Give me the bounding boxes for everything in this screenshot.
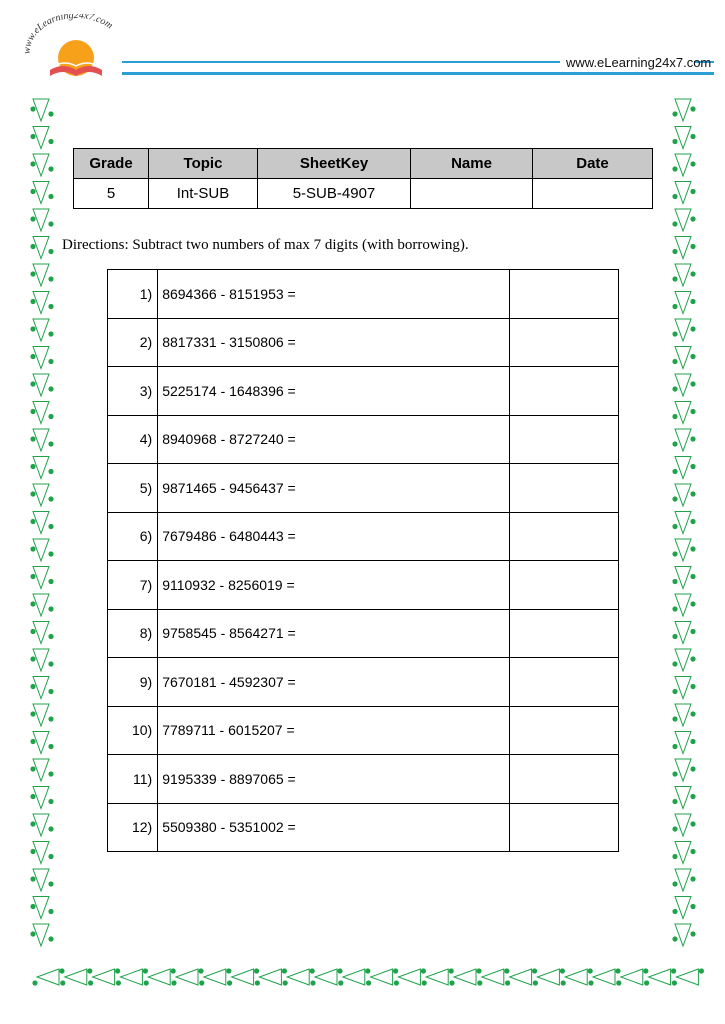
problem-number: 8): [108, 609, 158, 658]
problem-number: 3): [108, 367, 158, 416]
problem-number: 6): [108, 512, 158, 561]
topic-header: Topic: [149, 149, 258, 179]
date-header: Date: [533, 149, 653, 179]
answer-box[interactable]: [509, 561, 618, 610]
answer-box[interactable]: [509, 512, 618, 561]
problem-expression: 9758545 - 8564271 =: [158, 609, 509, 658]
answer-box[interactable]: [509, 609, 618, 658]
name-header: Name: [411, 149, 533, 179]
problem-expression: 8940968 - 8727240 =: [158, 415, 509, 464]
info-header-row: [74, 149, 653, 179]
site-url: www.eLearning24x7.com: [566, 55, 712, 70]
answer-box[interactable]: [509, 755, 618, 804]
directions-text: Directions: Subtract two numbers of max 7 digits (with borrowing).: [62, 237, 469, 253]
problem-expression: 8694366 - 8151953 =: [158, 270, 509, 319]
problem-expression: 8817331 - 3150806 =: [158, 318, 509, 367]
answer-box[interactable]: [509, 464, 618, 513]
problem-expression: 9871465 - 9456437 =: [158, 464, 509, 513]
problem-row: [108, 318, 619, 367]
problem-number: 1): [108, 270, 158, 319]
problem-row: [108, 561, 619, 610]
problem-expression: 7789711 - 6015207 =: [158, 706, 509, 755]
problem-row: [108, 464, 619, 513]
grade-header: Grade: [74, 149, 149, 179]
answer-box[interactable]: [509, 270, 618, 319]
problem-row: [108, 270, 619, 319]
problem-number: 5): [108, 464, 158, 513]
sheetkey-value: 5-SUB-4907: [258, 179, 411, 209]
problem-expression: 5225174 - 1648396 =: [158, 367, 509, 416]
name-value[interactable]: [411, 179, 533, 209]
problem-number: 11): [108, 755, 158, 804]
problem-number: 10): [108, 706, 158, 755]
problem-expression: 9195339 - 8897065 =: [158, 755, 509, 804]
problem-number: 7): [108, 561, 158, 610]
problem-number: 2): [108, 318, 158, 367]
problem-row: [108, 609, 619, 658]
problem-row: [108, 755, 619, 804]
problem-row: [108, 803, 619, 852]
problem-row: [108, 658, 619, 707]
problem-expression: 9110932 - 8256019 =: [158, 561, 509, 610]
problem-number: 12): [108, 803, 158, 852]
problem-row: [108, 415, 619, 464]
problem-expression: 7679486 - 6480443 =: [158, 512, 509, 561]
answer-box[interactable]: [509, 415, 618, 464]
problem-row: [108, 706, 619, 755]
problem-row: [108, 512, 619, 561]
problems-table: [107, 269, 619, 852]
sheetkey-header: SheetKey: [258, 149, 411, 179]
info-value-row: [74, 179, 653, 209]
answer-box[interactable]: [509, 318, 618, 367]
grade-value: 5: [74, 179, 149, 209]
answer-box[interactable]: [509, 803, 618, 852]
problem-expression: 5509380 - 5351002 =: [158, 803, 509, 852]
problem-number: 4): [108, 415, 158, 464]
answer-box[interactable]: [509, 658, 618, 707]
problem-number: 9): [108, 658, 158, 707]
info-table: [73, 148, 653, 209]
topic-value: Int-SUB: [149, 179, 258, 209]
problem-row: [108, 367, 619, 416]
answer-box[interactable]: [509, 367, 618, 416]
logo-text: www.eLearning24x7.com: [22, 14, 115, 55]
answer-box[interactable]: [509, 706, 618, 755]
date-value[interactable]: [533, 179, 653, 209]
problem-expression: 7670181 - 4592307 =: [158, 658, 509, 707]
